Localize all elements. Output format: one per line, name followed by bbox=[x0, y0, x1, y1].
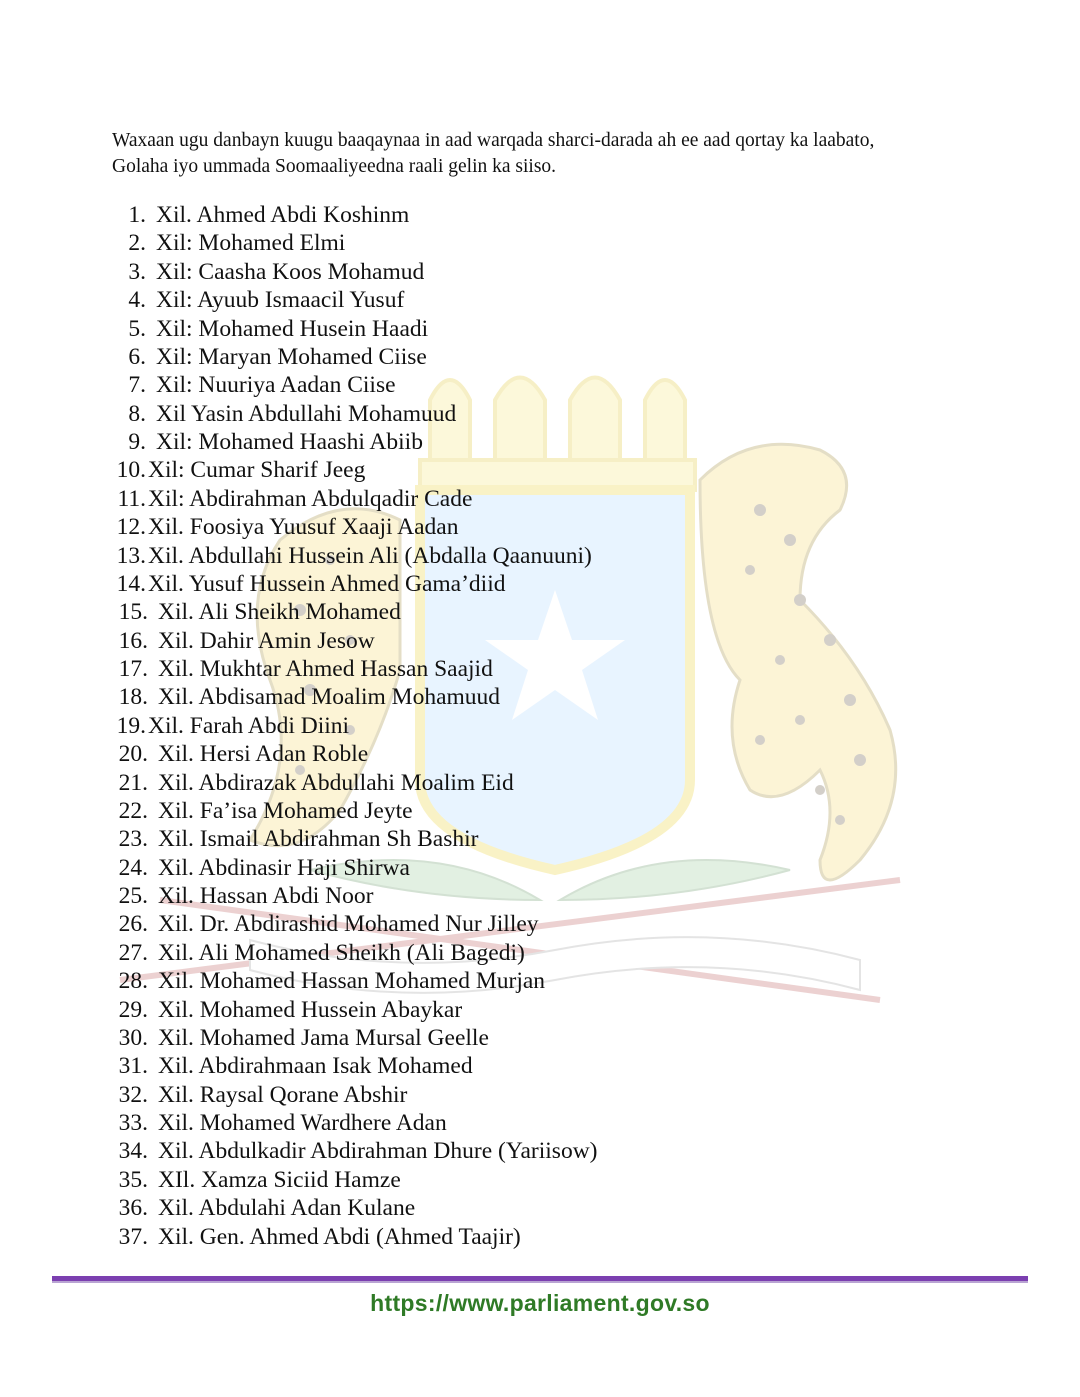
list-item-name: XIl. Xamza Siciid Hamze bbox=[158, 1166, 401, 1193]
list-item-number: 32. bbox=[118, 1081, 148, 1108]
list-item-number: 30. bbox=[118, 1024, 148, 1051]
list-item-name: Xil. Mohamed Jama Mursal Geelle bbox=[158, 1024, 489, 1051]
signatories-list bbox=[112, 201, 598, 1251]
list-item bbox=[112, 655, 598, 683]
list-item bbox=[112, 1109, 598, 1137]
list-item-number: 20. bbox=[118, 741, 148, 768]
list-item bbox=[112, 513, 598, 541]
list-item-name: Xil. Abdulkadir Abdirahman Dhure (Yariisow) bbox=[158, 1138, 598, 1165]
list-item-name: Xil. Mohamed Hassan Mohamed Murjan bbox=[158, 968, 546, 995]
list-item bbox=[112, 485, 598, 513]
list-item-number: 7. bbox=[128, 372, 146, 399]
list-item-name: Xil. Abdullahi Hussein Ali (Abdalla Qaanuuni) bbox=[148, 542, 592, 569]
list-item bbox=[112, 201, 598, 229]
list-item-name: Xil: Abdirahman Abdulqadir Cade bbox=[148, 485, 473, 512]
list-item bbox=[112, 343, 598, 371]
leopard-right-icon bbox=[700, 444, 896, 880]
list-item-name: Xil. Ahmed Abdi Koshinm bbox=[156, 202, 410, 228]
intro-line-2: Golaha iyo ummada Soomaaliyeedna raali gelin ka siiso. bbox=[112, 156, 557, 177]
list-item-name: Xil. Mohamed Wardhere Adan bbox=[158, 1110, 447, 1136]
list-item-name: Xil. Yusuf Hussein Ahmed Gama’diid bbox=[148, 570, 506, 597]
list-item bbox=[112, 712, 598, 740]
list-item-number: 12. bbox=[116, 514, 146, 541]
list-item-name: Xil. Dahir Amin Jesow bbox=[158, 627, 375, 654]
list-item-name: Xil: Ayuub Ismaacil Yusuf bbox=[156, 287, 405, 314]
list-item-number: 26. bbox=[118, 911, 148, 938]
list-item bbox=[112, 683, 598, 711]
list-item bbox=[112, 400, 598, 428]
footer-divider bbox=[52, 1276, 1028, 1283]
list-item bbox=[112, 825, 598, 853]
list-item bbox=[112, 1081, 598, 1109]
list-item bbox=[112, 258, 598, 286]
list-item-name: Xil: Mohamed Haashi Abiib bbox=[156, 429, 423, 455]
list-item bbox=[112, 456, 598, 484]
list-item bbox=[112, 286, 598, 314]
list-item-name: Xil. Abdirahmaan Isak Mohamed bbox=[158, 1053, 473, 1080]
list-item-name: Xil. Ali Sheikh Mohamed bbox=[158, 599, 401, 626]
list-item-number: 21. bbox=[118, 769, 148, 796]
list-item-name: Xil. Abdinasir Haji Shirwa bbox=[158, 854, 410, 881]
list-item-name: Xil. Abdulahi Adan Kulane bbox=[158, 1195, 416, 1222]
list-item-number: 25. bbox=[118, 883, 148, 909]
list-item-name: Xil. Abdirazak Abdullahi Moalim Eid bbox=[158, 769, 514, 796]
list-item-number: 33. bbox=[118, 1110, 148, 1136]
list-item-name: Xil Yasin Abdullahi Mohamuud bbox=[156, 400, 457, 427]
list-item-number: 36. bbox=[118, 1195, 148, 1222]
list-item-name: Xil: Nuuriya Aadan Ciise bbox=[156, 372, 396, 399]
list-item bbox=[112, 428, 598, 456]
list-item bbox=[112, 570, 598, 598]
list-item bbox=[112, 1137, 598, 1165]
list-item bbox=[112, 315, 598, 343]
list-item-number: 37. bbox=[118, 1223, 148, 1250]
list-item-name: Xil. Abdisamad Moalim Mohamuud bbox=[158, 684, 501, 711]
list-item bbox=[112, 797, 598, 825]
list-item bbox=[112, 910, 598, 938]
list-item-name: Xil: Caasha Koos Mohamud bbox=[156, 258, 425, 285]
list-item bbox=[112, 854, 598, 882]
list-item-number: 1. bbox=[128, 202, 146, 228]
list-item-number: 5. bbox=[128, 315, 146, 342]
list-item bbox=[112, 1223, 598, 1251]
list-item bbox=[112, 1052, 598, 1080]
list-item-name: Xil: Mohamed Elmi bbox=[156, 230, 346, 257]
list-item-name: Xil. Mukhtar Ahmed Hassan Saajid bbox=[158, 656, 493, 682]
list-item bbox=[112, 939, 598, 967]
list-item-number: 31. bbox=[118, 1053, 148, 1080]
list-item-name: Xil. Raysal Qorane Abshir bbox=[158, 1081, 408, 1108]
list-item-number: 3. bbox=[128, 258, 146, 285]
footer-website-link[interactable]: https://www.parliament.gov.so bbox=[370, 1290, 710, 1316]
list-item-name: Xil. Ali Mohamed Sheikh (Ali Bagedi) bbox=[158, 939, 525, 966]
list-item-number: 14. bbox=[116, 570, 146, 597]
list-item-name: Xil: Cumar Sharif Jeeg bbox=[148, 457, 366, 484]
list-item-number: 28. bbox=[118, 968, 148, 995]
list-item-number: 16. bbox=[118, 627, 148, 654]
list-item-number: 9. bbox=[128, 429, 146, 455]
list-item bbox=[112, 769, 598, 797]
list-item bbox=[112, 1024, 598, 1052]
list-item-name: Xil. Dr. Abdirashid Mohamed Nur Jilley bbox=[158, 911, 539, 938]
list-item-name: Xil. Farah Abdi Diini bbox=[148, 712, 350, 739]
intro-paragraph bbox=[112, 128, 972, 180]
list-item bbox=[112, 371, 598, 399]
list-item-number: 4. bbox=[128, 287, 146, 314]
list-item bbox=[112, 627, 598, 655]
list-item-number: 29. bbox=[118, 996, 148, 1023]
list-item-number: 6. bbox=[128, 343, 146, 370]
list-item-number: 23. bbox=[118, 826, 148, 853]
list-item-number: 22. bbox=[118, 797, 148, 824]
list-item-number: 24. bbox=[118, 854, 148, 881]
list-item bbox=[112, 1166, 598, 1194]
list-item bbox=[112, 996, 598, 1024]
list-item bbox=[112, 740, 598, 768]
list-item-name: Xil. Gen. Ahmed Abdi (Ahmed Taajir) bbox=[158, 1223, 521, 1250]
intro-line-1: Waxaan ugu danbayn kuugu baaqaynaa in aad warqada sharci-darada ah ee aad qortay ka laabato, bbox=[112, 130, 875, 151]
list-item-name: Xil. Mohamed Hussein Abaykar bbox=[158, 996, 463, 1023]
list-item-number: 18. bbox=[118, 684, 148, 711]
list-item-number: 8. bbox=[128, 400, 146, 427]
list-item-name: Xil. Ismail Abdirahman Sh Bashir bbox=[158, 826, 479, 853]
list-item-number: 11. bbox=[117, 485, 146, 512]
list-item bbox=[112, 882, 598, 910]
list-item-number: 10. bbox=[116, 457, 146, 484]
list-item bbox=[112, 967, 598, 995]
list-item-number: 13. bbox=[116, 542, 146, 569]
list-item-number: 19. bbox=[116, 712, 146, 739]
list-item-number: 2. bbox=[128, 230, 146, 257]
list-item-name: Xil. Hassan Abdi Noor bbox=[158, 883, 374, 909]
list-item-name: Xil. Fa’isa Mohamed Jeyte bbox=[158, 797, 413, 824]
list-item-number: 34. bbox=[118, 1138, 148, 1165]
list-item-name: Xil: Mohamed Husein Haadi bbox=[156, 315, 429, 342]
list-item-number: 15. bbox=[118, 599, 148, 626]
list-item-name: Xil. Hersi Adan Roble bbox=[158, 741, 369, 768]
list-item bbox=[112, 229, 598, 257]
list-item bbox=[112, 598, 598, 626]
list-item-number: 17. bbox=[118, 656, 148, 682]
list-item bbox=[112, 1194, 598, 1222]
list-item-number: 27. bbox=[118, 939, 148, 966]
list-item-name: Xil. Foosiya Yuusuf Xaaji Aadan bbox=[148, 514, 459, 541]
list-item bbox=[112, 542, 598, 570]
list-item-number: 35. bbox=[118, 1166, 148, 1193]
list-item-name: Xil: Maryan Mohamed Ciise bbox=[156, 343, 427, 370]
